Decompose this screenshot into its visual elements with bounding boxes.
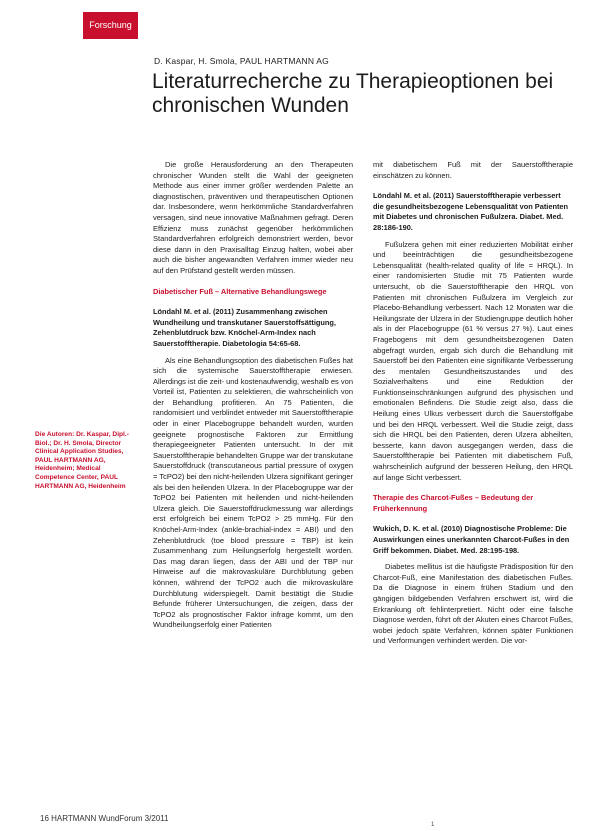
continued-paragraph: mit diabetischem Fuß mit der Sauerstofftherapie einschätzen zu können. (373, 160, 573, 180)
author-note: Die Autoren: Dr. Kaspar, Dipl.-Biol.; Dr. H. Smola, Director Clinical Application Studies, PAUL HARTMANN AG, Heidenheim; Medical Competence Center, PAUL HARTMANN AG, Heidenheim (35, 431, 129, 490)
reference-body: Fußulzera gehen mit einer reduzierten Mobilität einher und beeinträchtigen die gesundheitsbezogene Lebensqualität (health-related quality of life = HRQL). In einer randomisierten Studie mit 75 Patienten wurde untersucht, ob die Sauerstofftherapie den HRQL von Patienten mit chronischen Fußulzera im Vergleich zur Placebo-Behandlung verbessert. Nach 12 Monaten war die Heilungsrate der Ulzera in der Studiengruppe deutlich höher als in der Placebogruppe (61 % versus 27 %). Laut eines Fragebogens mit dem gesundheitsbezogenen Daten abgefragt wurden, ergab sich durch die Behandlung mit Sauerstoff bei den Patienten eine signifikante Verbesserung des mentalen Gesundheitszustandes und des Sozialverhaltens und eine Reduktion der Funktionseinschränkungen aufgrund des physischen und emotionalen Befindens. Die Studie zeigt also, dass die Heilung eines Ulkus verbessert durch die Sauerstoffgabe und bei den HRQL verbessert. Weil die Studie zeigt, dass sich die HRQL bei den Patienten, deren Ulzera abheilten, besserte, kann davon ausgegangen werden, dass die Sauerstofftherapie bei Patienten mit diabetischem Fuß, wahrscheinlich aufgrund der besseren Heilung, den HRQL auf lange Sicht verbessert. (373, 239, 573, 482)
article-title: Literaturrecherche zu Therapieoptionen bei chronischen Wunden (152, 70, 554, 117)
reference-heading: Wukich, D. K. et al. (2010) Diagnostische Probleme: Die Auswirkungen eines unerkannten Charcot-Fußes in den Griff bekommen. Diabet. Med. 28:195-198. (373, 524, 570, 555)
page-mark: 1 (431, 822, 435, 828)
authors-line: D. Kaspar, H. Smola, PAUL HARTMANN AG (154, 56, 329, 66)
section-heading-charcot-foot: Therapie des Charcot-Fußes – Bedeutung der Früherkennung (373, 493, 534, 513)
page-footer: 16 HARTMANN WundForum 3/2011 (40, 814, 169, 823)
section-heading-diabetic-foot: Diabetischer Fuß – Alternative Behandlungswege (153, 286, 327, 296)
reference-body: Als eine Behandlungsoption des diabetischen Fußes hat sich die systemische Sauerstofftherapie erwiesen. Allerdings ist die zeit- und kostenaufwendig, weshalb es von Vorteil ist, Patienten zu selektieren, die wahrscheinlich von der Behandlung profitieren. An 75 Patienten, die randomisiert und verblindet entweder mit Sauerstofftherapie oder in einer Placebogruppe behandelt wurden, wurden geeignete prognostische Faktoren zur Ermittlung therapiegeeigneter Patienten untersucht. In der mit Sauerstofftherapie behandelten Gruppe war der transkutane Sauerstoffdruck (transcutaneous partial pressure of oxygen = TcPO2) bei den nicht-heilenden Ulzera signifikant geringer als bei den heilenden Ulzera. In der Placebogruppe war der TcPO2 bei Patienten mit heilenden und nicht-heilenden Ulzera gleich. Die Sauerstoffdruckmessung war allerdings erst erfolgreich bei einem TcPO2 > 25 mmHg. Für den Knöchel-Arm-Index (ankle-brachial-index = ABI) und den Zehenblutdruck (toe blood pressure = TBP) ist kein Zusammenhang zum Heilungserfolg hergestellt worden. Das mag daran liegen, dass der ABI und der TBP nur Hinweise auf die makrovaskuläre Durchblutung geben können, während der TcPO2 auch die mikrovaskuläre Durchblutung widerspiegelt. Damit bestätigt die Studie Befunde früherer Untersuchungen, die zeigen, dass der TcPO2 als prognostischer Faktor infrage kommt, um den Wundheilungserfolg einer Patienten (153, 355, 353, 630)
section-tab: Forschung (83, 12, 138, 39)
intro-paragraph: Die große Herausforderung an den Therapeuten chronischer Wunden stellt die Wahl der geeigneten Methode aus einer immer größer werdenden Palette an diagnostischen, präventiven und therapeutischen Optionen dar. Insbesondere, wenn herkömmliche Standardverfahren versagen, sind neue innovative Maßnahmen gefragt. Deren Effizienz muss zunächst gegenüber herkömmlichen Standardverfahren erfolgreich demonstriert werden, bevor diese dann in den Praxisalltag Einzug halten, wobei aber auch die bisher angewandten Verfahren immer wieder neu auf den Prüfstand gestellt werden müssen. (153, 160, 353, 275)
reference-body: Diabetes mellitus ist die häufigste Prädisposition für den Charcot-Fuß, eine Manifestation des diabetischen Fußes. Da die Diagnose in einem frühen Stadium und den gängigen bildgebenden Verfahren erschwert ist, wird die Erkrankung oft fehlinterpretiert. Nicht oder eine falsche Diagnose werden, führt oft der Akuten eines Charcot Fußes, wobei jedoch späte Verfahren, können später Funktionen und Verformungen verhindert werden. Die vor- (373, 562, 573, 646)
left-column (153, 160, 353, 631)
reference-heading: Löndahl M. et al. (2011) Sauerstofftherapie verbessert die gesundheitsbezogene Lebensqualität von Patienten mit Diabetes und chronischen Fußulzera. Diabet. Med. 28:186-190. (373, 191, 569, 232)
right-column (373, 160, 573, 647)
reference-heading: Löndahl M. et al. (2011) Zusammenhang zwischen Wundheilung und transkutaner Sauerstoffsättigung, Zehenblutdruck bzw. Knöchel-Arm-Index nach Sauerstofftherapie. Diabetologia 54:65-68. (153, 307, 336, 348)
